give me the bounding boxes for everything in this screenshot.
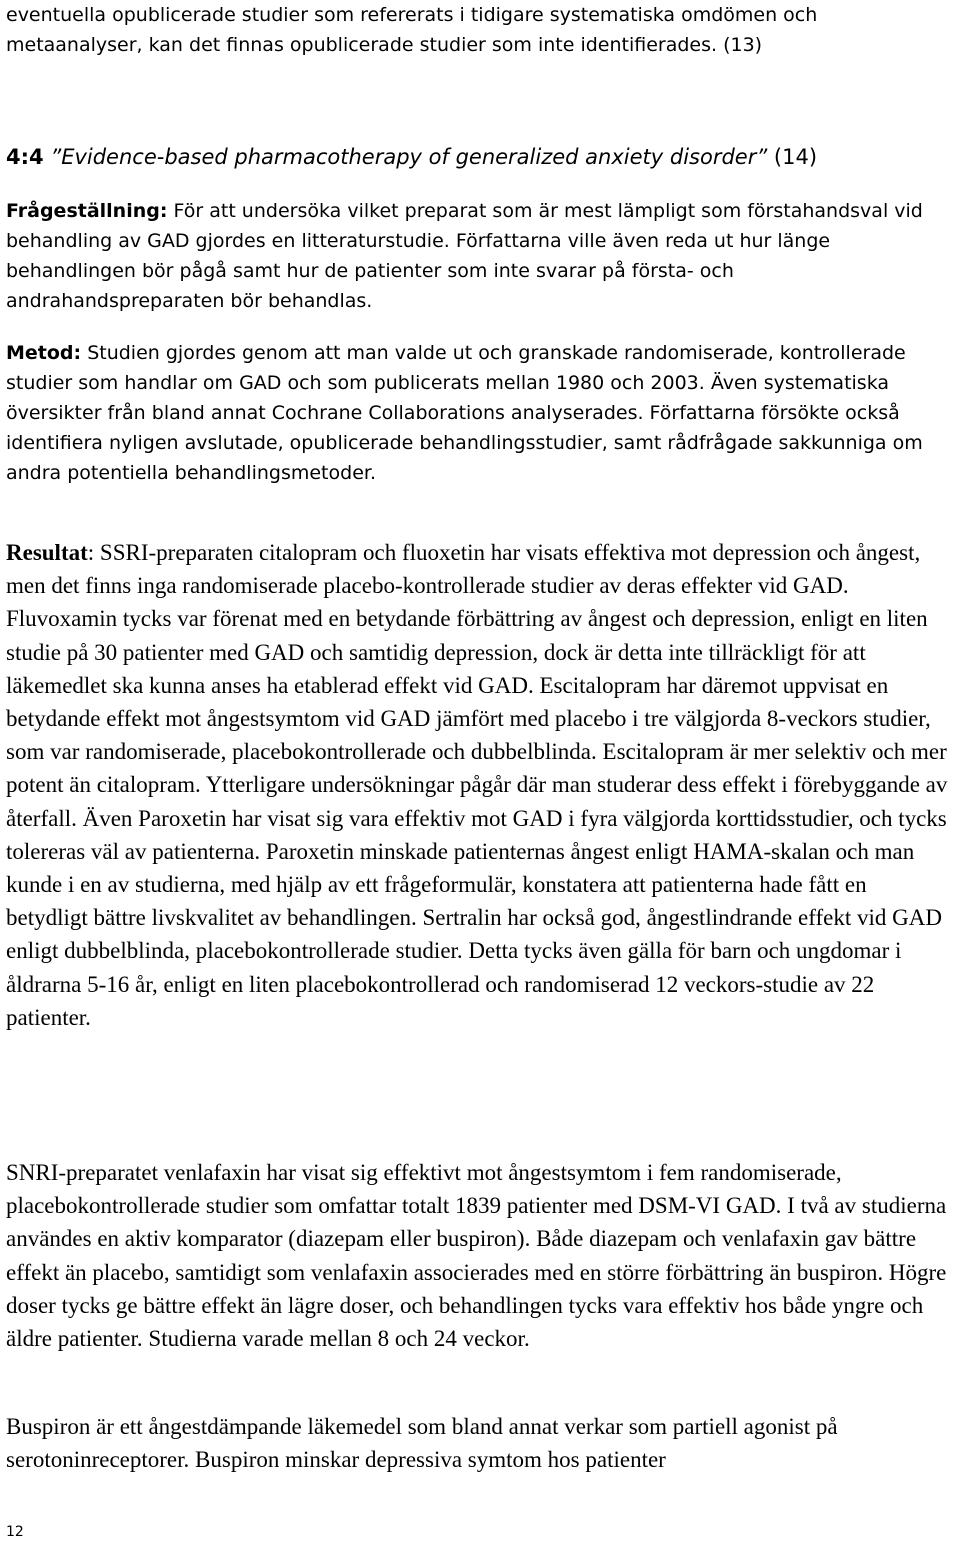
- method-text: Studien gjordes genom att man valde ut och granskade randomiserade, kontrollerade studier som handlar om GAD och som publicerats mellan 1980 och 2003. Även systematiska översikter från bland annat Cochrane Collaborations analyserades. Författarna försökte också identifiera nyligen avslutade, opublicerade behandlingsstudier, samt rådfrågade sakkunniga om andra potentiella behandlingsmetoder.: [6, 342, 923, 484]
- snri-paragraph: [6, 1156, 954, 1355]
- question-text: För att undersöka vilket preparat som är mest lämpligt som förstahandsval vid behandling av GAD gjordes en litteraturstudie. Författarna ville även reda ut hur länge behandlingen bör pågå samt hur de patienter som inte svarar på första- och andrahandspreparaten bör behandlas.: [6, 200, 923, 312]
- result-paragraph: [6, 536, 954, 1034]
- buspiron-paragraph: [6, 1410, 954, 1476]
- method-label: Metod:: [6, 342, 82, 364]
- intro-text: eventuella opublicerade studier som refererats i tidigare systematiska omdömen och metaanalyser, kan det finnas opublicerade studier som inte identifierades. (13): [6, 4, 818, 56]
- section-reference: (14): [773, 145, 818, 169]
- page-number: 12: [6, 1524, 24, 1540]
- intro-paragraph: [6, 0, 954, 60]
- method-paragraph: [6, 338, 954, 488]
- section-heading: [6, 139, 954, 175]
- snri-text: SNRI-preparatet venlafaxin har visat sig effektivt mot ångestsymtom i fem randomiserade, placebokontrollerade studier som omfattar totalt 1839 patienter med DSM-VI GAD. I två av studierna användes en aktiv komparator (diazepam eller buspiron). Både diazepam och venlafaxin gav bättre effekt än placebo, samtidigt som venlafaxin associerades med en större förbättring än buspiron. Högre doser tycks ge bättre effekt än lägre doser, och behandlingen tycks vara effektiv hos både yngre och äldre patienter. Studierna varade mellan 8 och 24 veckor.: [6, 1160, 947, 1352]
- section-number: 4:4: [6, 145, 44, 169]
- section-title: ”Evidence-based pharmacotherapy of generalized anxiety disorder”: [50, 145, 768, 169]
- result-text: : SSRI-preparaten citalopram och fluoxetin har visats effektiva mot depression och ångest, men det finns inga randomiserade placebo-kontrollerade studier av deras effekter vid GAD. Fluvoxamin tycks var förenat med en betydande förbättring av ångest och depression, enligt en liten studie på 30 patienter med GAD och samtidig depression, dock är detta inte tillräckligt för att läkemedlet ska kunna anses ha etablerad effekt vid GAD. Escitalopram har däremot uppvisat en betydande effekt mot ångestsymtom vid GAD jämfört med placebo i tre välgjorda 8-veckors studier, som var randomiserade, placebokontrollerade och dubbelblinda. Escitalopram är mer selektiv och mer potent än citalopram. Ytterligare undersökningar pågår där man studerar dess effekt i förebyggande av återfall. Även Paroxetin har visat sig vara effektiv mot GAD i fyra välgjorda korttidsstudier, och tycks tolereras väl av patienterna. Paroxetin minskade patienternas ångest enligt HAMA-skalan och man kunde i en av studierna, med hjälp av ett frågeformulär, konstatera att patienterna hade fått en betydligt bättre livskvalitet av behandlingen. Sertralin har också god, ångestlindrande effekt vid GAD enligt dubbelblinda, placebokontrollerade studier. Detta tycks även gälla för barn och ungdomar i åldrarna 5-16 år, enligt en liten placebokontrollerad och randomiserad 12 veckors-studie av 22 patienter.: [6, 540, 948, 1030]
- question-label: Frågeställning:: [6, 200, 168, 222]
- buspiron-text: Buspiron är ett ångestdämpande läkemedel som bland annat verkar som partiell agonist på serotoninreceptorer. Buspiron minskar depressiva symtom hos patienter: [6, 1414, 838, 1473]
- question-paragraph: [6, 196, 954, 316]
- result-label: Resultat: [6, 540, 88, 565]
